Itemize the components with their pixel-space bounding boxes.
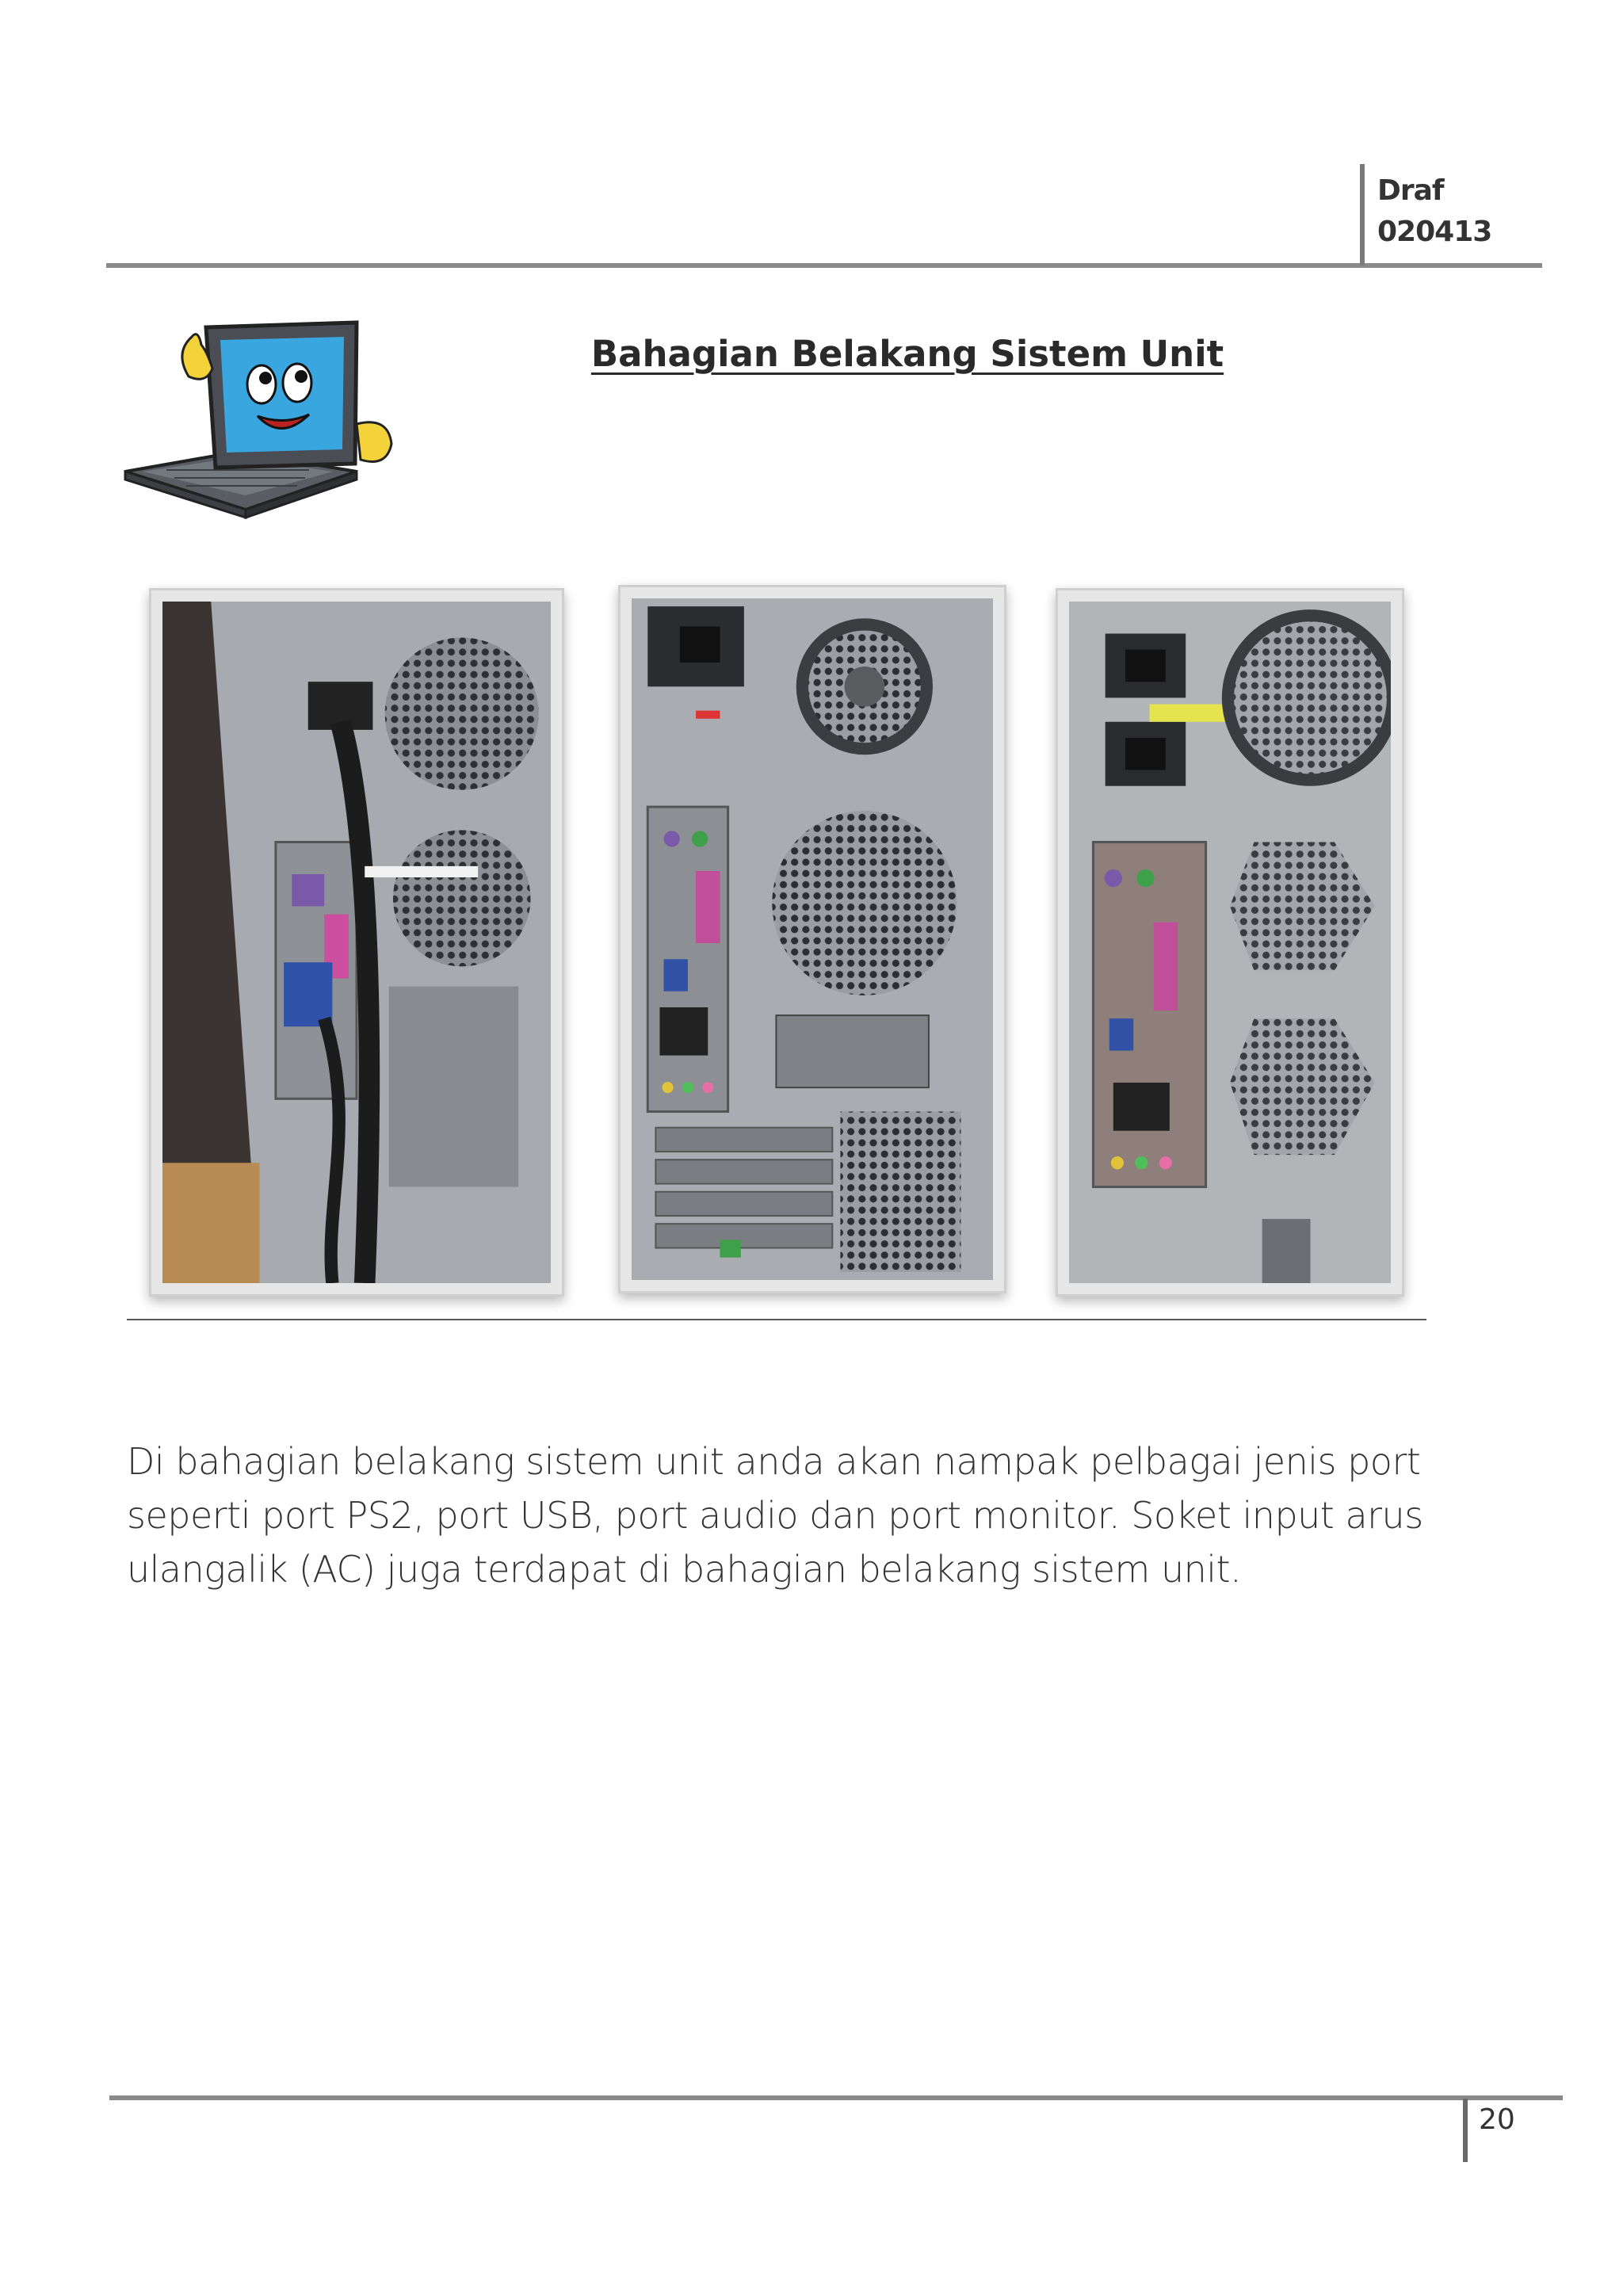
footer-rule — [109, 2095, 1563, 2100]
header-divider — [1360, 164, 1365, 266]
system-unit-back-photo-3 — [1056, 588, 1404, 1297]
header-rule — [106, 263, 1542, 268]
footer-divider — [1463, 2099, 1468, 2162]
draft-code: 020413 — [1377, 216, 1492, 248]
system-unit-back-photo-1 — [149, 588, 564, 1297]
photos-rule — [127, 1319, 1426, 1320]
system-unit-back-photo-2 — [618, 585, 1006, 1293]
page-number: 20 — [1479, 2103, 1515, 2136]
draft-label: Draf — [1377, 174, 1444, 207]
page-title: Bahagian Belakang Sistem Unit — [590, 333, 1224, 375]
body-paragraph: Di bahagian belakang sistem unit anda akan nampak pelbagai jenis port seperti port PS2, port USB, port audio dan port monitor. Soket input arus ulangalik (AC) juga terdapat di bahagian belakang sistem unit. — [127, 1440, 1423, 1591]
